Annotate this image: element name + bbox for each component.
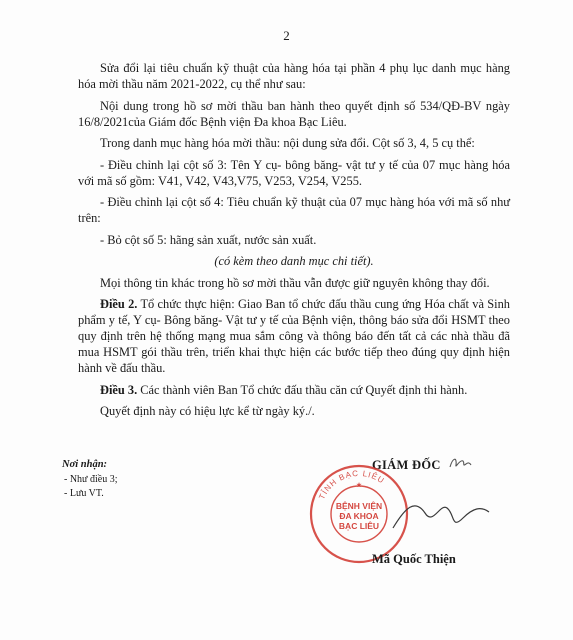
initial-scribble xyxy=(448,455,472,471)
handwritten-signature xyxy=(385,478,495,548)
paragraph-column-3: - Điều chỉnh lại cột số 3: Tên Y cụ- bông băng- vật tư y tế của 07 mục hàng hóa với mã số gồm: V41, V42, V43,V75, V253, V254, V255. xyxy=(78,157,510,188)
article-2-label: Điều 2. xyxy=(100,297,138,311)
svg-text:BỆNH VIỆN: BỆNH VIỆN xyxy=(335,501,383,511)
paragraph-column-5: - Bỏ cột số 5: hãng sản xuất, nước sản xuất. xyxy=(100,232,317,247)
recipients-title: Nơi nhận: xyxy=(62,459,108,470)
paragraph-attachment-note: (có kèm theo danh mục chi tiết). xyxy=(214,254,374,268)
svg-text:ĐA KHOA: ĐA KHOA xyxy=(339,511,379,521)
paragraph-effective: Quyết định này có hiệu lực kể từ ngày ký./. xyxy=(100,404,315,418)
svg-text:BẠC LIÊU: BẠC LIÊU xyxy=(338,521,380,531)
paragraph-goods-list: Trong danh mục hàng hóa mời thầu: nội dung sửa đổi. Cột số 3, 4, 5 cụ thể: xyxy=(100,136,475,150)
paragraph-revision-intro: Sửa đổi lại tiêu chuẩn kỹ thuật của hàng hóa tại phần 4 phụ lục danh mục hàng hóa mời thầu năm 2021-2022, cụ thể như sau: xyxy=(78,61,510,91)
signer-title: GIÁM ĐỐC xyxy=(372,458,441,472)
recipients-block xyxy=(62,458,117,501)
svg-text:TỈNH BẠC LIÊU: TỈNH BẠC LIÊU xyxy=(317,468,387,501)
article-2: Điều 2. Tổ chức thực hiện: Giao Ban tổ chức đấu thầu cung ứng Hóa chất và Sinh phẩm y tế, Y cụ- Bông băng- Vật tư y tế của Bệnh viện, thông báo sửa đổi HSMT theo quy định trên hệ thống mạng mua sắm công và thông báo đến tất cả các nhà thầu đã mua HSMT gói thầu trên, triển khai thực hiện các bước tiếp theo đúng quy định hiện hành về đấu thầu. xyxy=(78,297,510,375)
recipient-item: - Lưu VT. xyxy=(64,488,104,499)
recipient-item: - Như điều 3; xyxy=(64,474,118,485)
signer-name: Mã Quốc Thiện xyxy=(372,552,456,566)
page-number: 2 xyxy=(283,28,290,43)
article-3: Điều 3. Các thành viên Ban Tổ chức đấu thầu căn cứ Quyết định thi hành. xyxy=(100,382,468,397)
document-body xyxy=(78,60,510,425)
paragraph-column-4: - Điều chỉnh lại cột số 4: Tiêu chuẩn kỹ thuật của 07 mục hàng hóa với mã số như trên: xyxy=(78,195,510,225)
article-3-label: Điều 3. xyxy=(100,382,138,397)
paragraph-original-content: Nội dung trong hồ sơ mời thầu ban hành theo quyết định số 534/QĐ-BV ngày 16/8/2021của Giám đốc Bệnh viện Đa khoa Bạc Liêu. xyxy=(78,98,510,129)
paragraph-other-info: Mọi thông tin khác trong hồ sơ mời thầu vẫn được giữ nguyên không thay đổi. xyxy=(100,275,490,290)
svg-text:★: ★ xyxy=(355,481,363,489)
